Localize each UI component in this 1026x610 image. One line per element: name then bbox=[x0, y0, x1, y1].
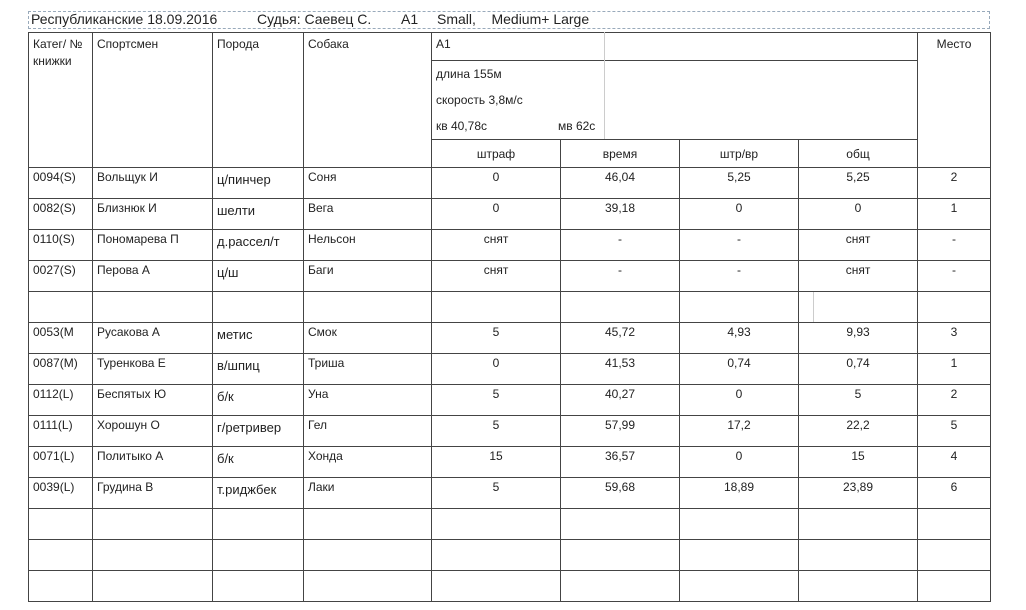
cell-time-penalty: 5,25 bbox=[680, 168, 799, 199]
empty-cell bbox=[918, 571, 991, 602]
document-header bbox=[31, 11, 589, 28]
empty-cell bbox=[799, 571, 918, 602]
course-times bbox=[436, 113, 913, 139]
empty-cell bbox=[29, 571, 93, 602]
cell-breed: б/к bbox=[213, 447, 304, 478]
cell-dog: Триша bbox=[304, 354, 432, 385]
empty-cell bbox=[93, 292, 213, 323]
cell-breed: б/к bbox=[213, 385, 304, 416]
cell-breed: д.рассел/т bbox=[213, 230, 304, 261]
empty-cell bbox=[29, 540, 93, 571]
empty-cell bbox=[304, 571, 432, 602]
course-info bbox=[432, 61, 918, 140]
cell-breed: шелти bbox=[213, 199, 304, 230]
cell-total: снят bbox=[799, 230, 918, 261]
empty-cell bbox=[918, 509, 991, 540]
cell-athlete: Русакова А bbox=[93, 323, 213, 354]
empty-cell bbox=[561, 571, 680, 602]
empty-cell bbox=[432, 540, 561, 571]
cell-place: 5 bbox=[918, 416, 991, 447]
course-name: A1 bbox=[432, 33, 918, 61]
cell-time: 36,57 bbox=[561, 447, 680, 478]
cell-total: 5 bbox=[799, 385, 918, 416]
empty-cell bbox=[680, 540, 799, 571]
table-row bbox=[29, 199, 991, 230]
cell-time: 41,53 bbox=[561, 354, 680, 385]
subcol-penalty: штраф bbox=[432, 140, 561, 168]
empty-cell bbox=[213, 571, 304, 602]
cell-athlete: Перова А bbox=[93, 261, 213, 292]
empty-row bbox=[29, 571, 991, 602]
col-header-dog: Собака bbox=[304, 33, 432, 168]
subcol-time: время bbox=[561, 140, 680, 168]
cell-time: - bbox=[561, 261, 680, 292]
empty-row bbox=[29, 509, 991, 540]
cell-dog: Хонда bbox=[304, 447, 432, 478]
cell-penalty: 0 bbox=[432, 199, 561, 230]
cell-athlete: Грудина В bbox=[93, 478, 213, 509]
empty-cell bbox=[304, 292, 432, 323]
judge-name: Судья: Саевец С. bbox=[257, 11, 372, 27]
competition-title: Республиканские 18.09.2016 bbox=[31, 11, 218, 27]
table-row bbox=[29, 323, 991, 354]
empty-cell bbox=[213, 292, 304, 323]
cell-breed: т.риджбек bbox=[213, 478, 304, 509]
cell-total: снят bbox=[799, 261, 918, 292]
run-label: A1 bbox=[401, 11, 419, 27]
empty-cell bbox=[93, 540, 213, 571]
cell-breed: г/ретривер bbox=[213, 416, 304, 447]
cell-cat: 0110(S) bbox=[29, 230, 93, 261]
empty-cell bbox=[799, 540, 918, 571]
cell-time: 40,27 bbox=[561, 385, 680, 416]
col-header-breed: Порода bbox=[213, 33, 304, 168]
cell-dog: Нельсон bbox=[304, 230, 432, 261]
cell-penalty: 0 bbox=[432, 354, 561, 385]
cell-penalty: 0 bbox=[432, 168, 561, 199]
cell-cat: 0039(L) bbox=[29, 478, 93, 509]
empty-cell bbox=[680, 509, 799, 540]
empty-cell bbox=[432, 571, 561, 602]
cell-time-penalty: 17,2 bbox=[680, 416, 799, 447]
cell-place: - bbox=[918, 230, 991, 261]
class-list: Small, Medium+ Large bbox=[437, 11, 590, 27]
cell-athlete: Вольщук И bbox=[93, 168, 213, 199]
cell-place: 1 bbox=[918, 199, 991, 230]
empty-cell bbox=[93, 509, 213, 540]
cell-dog: Соня bbox=[304, 168, 432, 199]
cell-penalty: 5 bbox=[432, 385, 561, 416]
empty-cell bbox=[561, 509, 680, 540]
cell-dog: Лаки bbox=[304, 478, 432, 509]
cell-place: 3 bbox=[918, 323, 991, 354]
cell-time: - bbox=[561, 230, 680, 261]
cell-breed: ц/пинчер bbox=[213, 168, 304, 199]
cell-total: 0,74 bbox=[799, 354, 918, 385]
cell-time: 45,72 bbox=[561, 323, 680, 354]
col-header-athlete: Спортсмен bbox=[93, 33, 213, 168]
cell-dog: Баги bbox=[304, 261, 432, 292]
cell-time: 57,99 bbox=[561, 416, 680, 447]
table-row bbox=[29, 261, 991, 292]
empty-cell bbox=[799, 509, 918, 540]
cell-place: 2 bbox=[918, 385, 991, 416]
cell-total: 15 bbox=[799, 447, 918, 478]
course-length: длина 155м bbox=[436, 67, 502, 81]
empty-cell bbox=[918, 540, 991, 571]
empty-cell bbox=[561, 540, 680, 571]
empty-cell bbox=[29, 509, 93, 540]
blank-row-divider bbox=[813, 292, 814, 322]
cell-penalty: 5 bbox=[432, 478, 561, 509]
cell-cat: 0071(L) bbox=[29, 447, 93, 478]
cell-place: 1 bbox=[918, 354, 991, 385]
cell-time-penalty: 18,89 bbox=[680, 478, 799, 509]
subcol-time-penalty: штр/вр bbox=[680, 140, 799, 168]
cell-cat: 0053(M bbox=[29, 323, 93, 354]
cell-cat: 0027(S) bbox=[29, 261, 93, 292]
cell-total: 0 bbox=[799, 199, 918, 230]
empty-cell bbox=[680, 571, 799, 602]
cell-penalty: 5 bbox=[432, 323, 561, 354]
cell-time-penalty: 0 bbox=[680, 199, 799, 230]
cell-time-penalty: 0 bbox=[680, 385, 799, 416]
cell-athlete: Пономарева П bbox=[93, 230, 213, 261]
cell-penalty: 15 bbox=[432, 447, 561, 478]
cell-total: 22,2 bbox=[799, 416, 918, 447]
course-header-divider bbox=[604, 32, 605, 139]
cell-total: 5,25 bbox=[799, 168, 918, 199]
empty-cell bbox=[304, 540, 432, 571]
table-row bbox=[29, 385, 991, 416]
empty-cell bbox=[93, 571, 213, 602]
cell-penalty: снят bbox=[432, 261, 561, 292]
cell-time-penalty: 0 bbox=[680, 447, 799, 478]
cell-time-penalty: 4,93 bbox=[680, 323, 799, 354]
cell-place: - bbox=[918, 261, 991, 292]
cell-cat: 0112(L) bbox=[29, 385, 93, 416]
cell-breed: метис bbox=[213, 323, 304, 354]
empty-cell bbox=[213, 540, 304, 571]
empty-cell bbox=[304, 509, 432, 540]
cell-penalty: 5 bbox=[432, 416, 561, 447]
cell-breed: ц/ш bbox=[213, 261, 304, 292]
course-mv: мв 62с bbox=[558, 119, 596, 133]
course-kv: кв 40,78с bbox=[436, 119, 487, 133]
cell-athlete: Политыко А bbox=[93, 447, 213, 478]
cell-cat: 0082(S) bbox=[29, 199, 93, 230]
cell-place: 6 bbox=[918, 478, 991, 509]
table-row bbox=[29, 354, 991, 385]
col-header-place: Место bbox=[918, 33, 991, 168]
empty-cell bbox=[680, 292, 799, 323]
cell-time-penalty: - bbox=[680, 261, 799, 292]
cell-dog: Уна bbox=[304, 385, 432, 416]
subcol-total: общ bbox=[799, 140, 918, 168]
cell-total: 23,89 bbox=[799, 478, 918, 509]
cell-breed: в/шпиц bbox=[213, 354, 304, 385]
empty-cell bbox=[799, 292, 918, 323]
cell-dog: Вега bbox=[304, 199, 432, 230]
cell-penalty: снят bbox=[432, 230, 561, 261]
cell-total: 9,93 bbox=[799, 323, 918, 354]
empty-row bbox=[29, 540, 991, 571]
cell-time-penalty: - bbox=[680, 230, 799, 261]
cell-cat: 0087(M) bbox=[29, 354, 93, 385]
table-row bbox=[29, 447, 991, 478]
cell-time: 39,18 bbox=[561, 199, 680, 230]
empty-cell bbox=[918, 292, 991, 323]
cell-cat: 0094(S) bbox=[29, 168, 93, 199]
empty-cell bbox=[29, 292, 93, 323]
cell-time-penalty: 0,74 bbox=[680, 354, 799, 385]
cell-time: 59,68 bbox=[561, 478, 680, 509]
empty-cell bbox=[561, 292, 680, 323]
table-row bbox=[29, 416, 991, 447]
cell-cat: 0111(L) bbox=[29, 416, 93, 447]
results-table bbox=[28, 32, 991, 602]
empty-cell bbox=[432, 292, 561, 323]
cell-place: 2 bbox=[918, 168, 991, 199]
table-row bbox=[29, 230, 991, 261]
table-row bbox=[29, 478, 991, 509]
cell-athlete: Хорошун О bbox=[93, 416, 213, 447]
cell-athlete: Близнюк И bbox=[93, 199, 213, 230]
empty-cell bbox=[432, 509, 561, 540]
empty-cell bbox=[213, 509, 304, 540]
cell-athlete: Беспятых Ю bbox=[93, 385, 213, 416]
cell-athlete: Туренкова Е bbox=[93, 354, 213, 385]
cell-dog: Смок bbox=[304, 323, 432, 354]
col-header-category: Катег/ № книжки bbox=[29, 33, 93, 168]
cell-place: 4 bbox=[918, 447, 991, 478]
table-row bbox=[29, 168, 991, 199]
cell-time: 46,04 bbox=[561, 168, 680, 199]
empty-row bbox=[29, 292, 991, 323]
course-speed: скорость 3,8м/с bbox=[436, 93, 523, 107]
cell-dog: Гел bbox=[304, 416, 432, 447]
